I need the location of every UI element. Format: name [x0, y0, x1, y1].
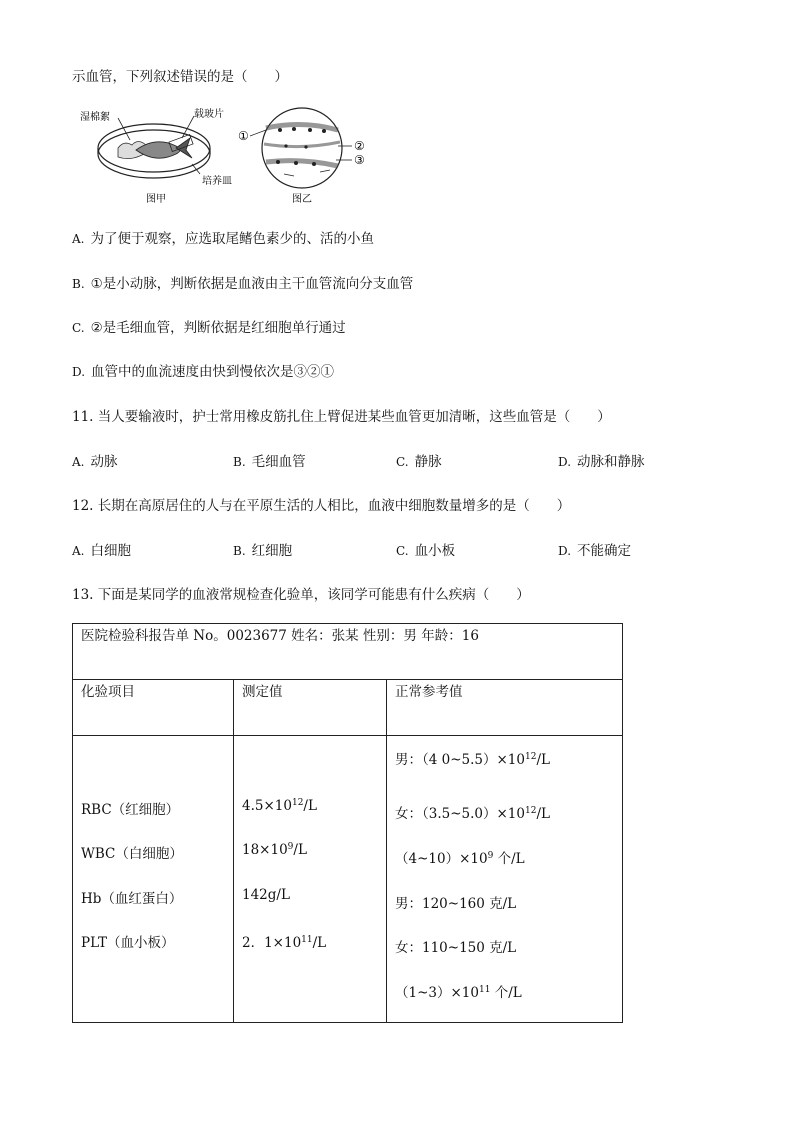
- value-hb: 142g/L: [242, 887, 290, 903]
- microscope-field-figure: [238, 108, 365, 205]
- mark-1: ①: [238, 129, 249, 143]
- q12-option-a: A. 白细胞: [72, 543, 131, 559]
- report-header: 医院检验科报告单 No。0023677 姓名：张某 性别：男 年龄：16: [73, 624, 623, 680]
- q12-option-c: C. 血小板: [396, 543, 456, 559]
- value-rbc: $4.5\times 10^{12}/L$: [242, 798, 317, 814]
- items-cell: [73, 736, 234, 1023]
- q12-stem: 12. 长期在高原居住的人与在平原生活的人相比，血液中细胞数量增多的是（ ）: [72, 498, 571, 514]
- label-slide: 载玻片: [194, 109, 224, 120]
- question-intro: 示血管，下列叙述错误的是（ ）: [72, 69, 288, 85]
- q11-option-d: D. 动脉和静脉: [558, 454, 645, 470]
- q11-option-a: A. 动脉: [72, 454, 118, 470]
- item-hb: Hb（血红蛋白）: [81, 891, 183, 907]
- caption-fig-b: 图乙: [292, 194, 312, 205]
- col-header-item: 化验项目: [73, 680, 234, 736]
- q11-option-b: B. 毛细血管: [233, 454, 306, 470]
- label-dish: 培养皿: [202, 176, 232, 187]
- item-plt: PLT（血小板）: [81, 935, 175, 951]
- blood-test-report: [72, 623, 623, 1023]
- caption-fig-a: 图甲: [146, 194, 166, 205]
- ref-hb-female: 女：110~150 克/L: [395, 940, 517, 956]
- q11-option-c: C. 静脉: [396, 454, 442, 470]
- value-wbc: $18\times 10^9/L$: [242, 842, 307, 858]
- experiment-figure: [74, 100, 374, 210]
- item-rbc: RBC（红细胞）: [81, 802, 180, 818]
- col-header-ref: 正常参考值: [387, 680, 623, 736]
- q10-option-d: D. 血管中的血流速度由快到慢依次是③②①: [72, 364, 335, 380]
- ref-plt: $(1\sim 3)\times 10^{11}$ 个/L: [395, 985, 522, 1001]
- q11-stem: 11. 当人要输液时，护士常用橡皮筋扎住上臂促进某些血管更加清晰，这些血管是（ ）: [72, 409, 611, 425]
- q10-option-c: C. ②是毛细血管，判断依据是红细胞单行通过: [72, 320, 346, 336]
- col-header-value: 测定值: [234, 680, 387, 736]
- petri-dish-figure: [80, 107, 232, 205]
- q12-option-d: D. 不能确定: [558, 543, 632, 559]
- item-wbc: WBC（白细胞）: [81, 846, 183, 862]
- mark-2: ②: [354, 139, 365, 153]
- ref-rbc-female: 女：$(3.5\sim 5.0)\times 10^{12}/L$: [395, 806, 550, 822]
- ref-hb-male: 男：120~160 克/L: [395, 896, 517, 912]
- ref-rbc-male: 男：（4 $0\sim 5.5)\times 10^{12}/L$: [395, 752, 550, 768]
- values-cell: [234, 736, 387, 1023]
- refs-cell: [387, 736, 623, 1023]
- q10-option-b: B. ①是小动脉，判断依据是血液由主干血管流向分支血管: [72, 276, 414, 292]
- value-plt: 2．$1\times 10^{11}/L$: [242, 935, 327, 951]
- mark-3: ③: [354, 153, 365, 167]
- label-wet-cotton: 湿棉絮: [80, 112, 110, 123]
- q13-stem: 13. 下面是某同学的血液常规检查化验单，该同学可能患有什么疾病（ ）: [72, 587, 530, 603]
- q12-option-b: B. 红细胞: [233, 543, 293, 559]
- ref-wbc: $(4\sim 10)\times 10^9$ 个/L: [395, 851, 525, 867]
- q10-option-a: A. 为了便于观察，应选取尾鳍色素少的、活的小鱼: [72, 231, 374, 247]
